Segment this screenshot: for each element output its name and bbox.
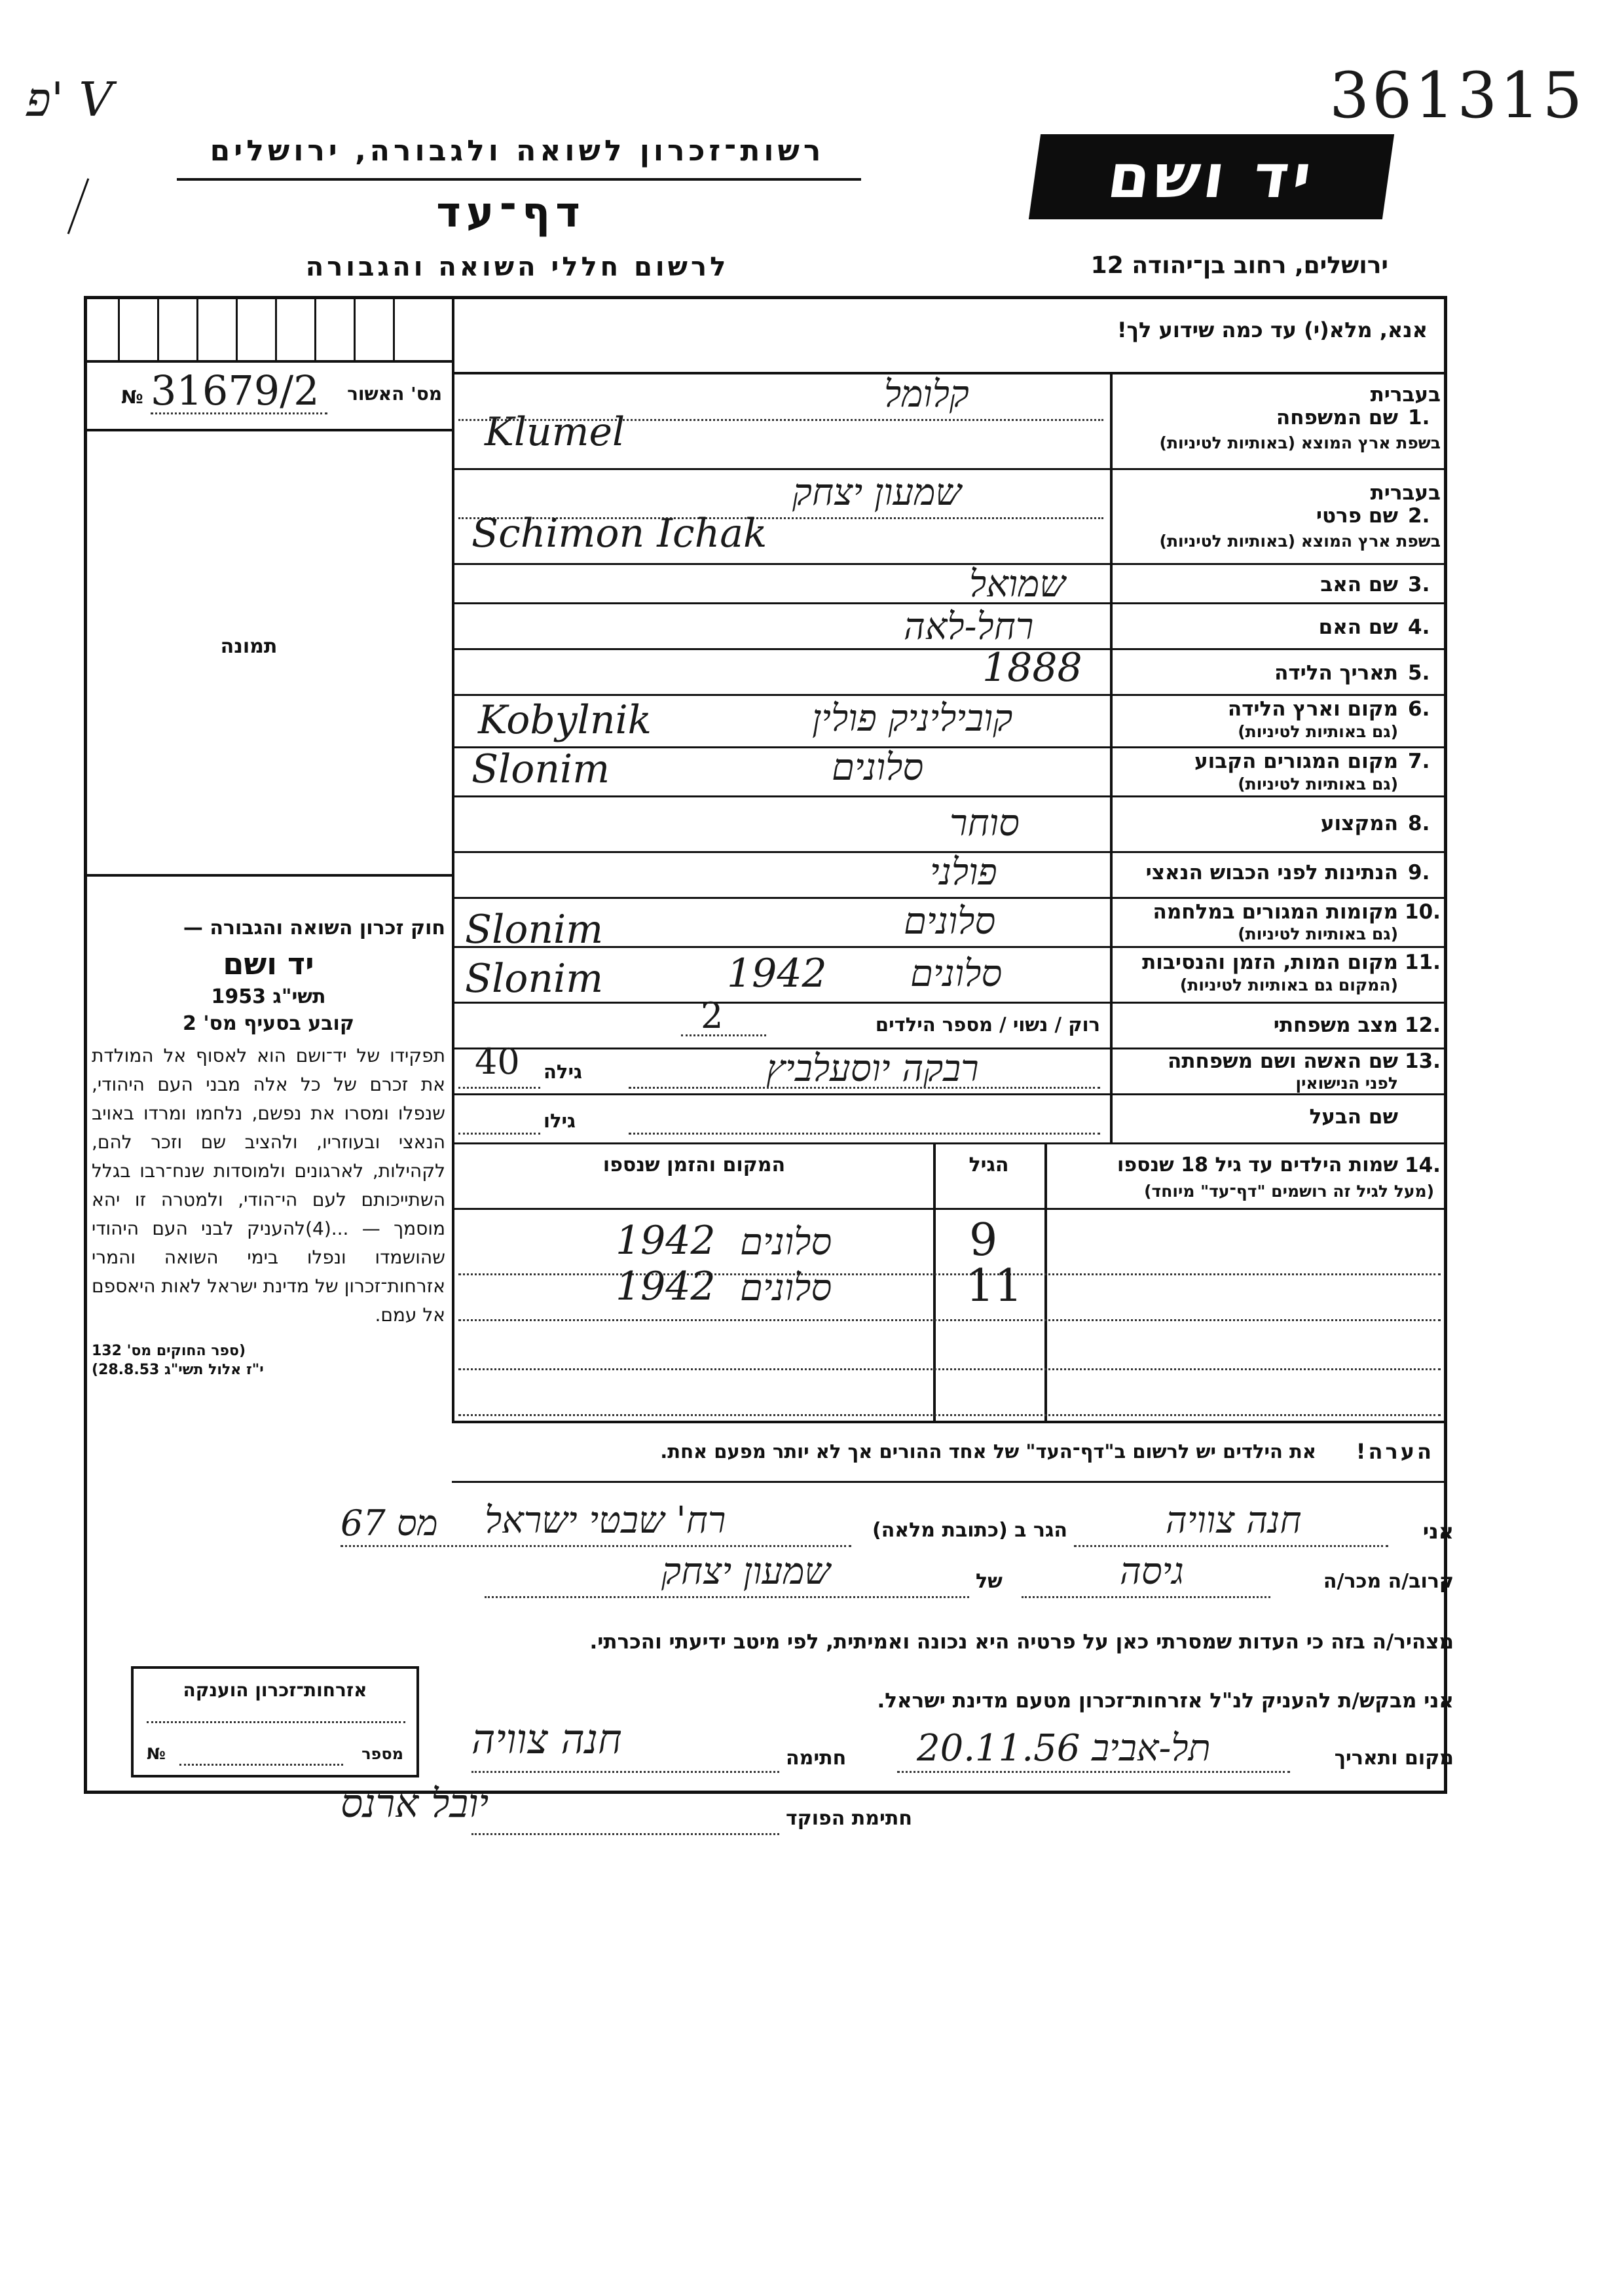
f8-value: סוחר (950, 802, 1020, 845)
f7-value: סלונים (832, 746, 924, 789)
f10-sub: (גם באותיות לטיניות) (1238, 924, 1398, 943)
f13-num: 13. (1405, 1049, 1441, 1073)
f11-value: סלונים (910, 953, 1003, 995)
f5-num: 5. (1408, 661, 1430, 685)
f2-lang: בעברית (1370, 481, 1441, 505)
f1-latin: Klumel (485, 409, 625, 455)
corner-stroke (67, 178, 90, 234)
law-block (92, 917, 445, 1378)
f13-wife: רבקה יוסעלביץ (766, 1048, 979, 1090)
f5-value: 1888 (982, 645, 1082, 691)
f6-value: קוביליניק פולין (812, 697, 1013, 740)
f11-sub: (המקום גם באותיות לטיניות) (1179, 975, 1398, 994)
child-1-year: 1942 (616, 1218, 716, 1264)
decl-of-name: שמעון יצחק (661, 1550, 831, 1593)
decl-officer-sig: יובל ארנס (341, 1781, 489, 1827)
archive-number: 361315 (1329, 59, 1585, 132)
decl-house: 67 מס (341, 1503, 438, 1544)
form-subtitle: לרשום חללי השואה והגבורה (305, 252, 729, 282)
f11-num: 11. (1405, 951, 1441, 974)
law-clause: קובע בסעיף מס' 2 (183, 1012, 354, 1035)
instruction: אנא, מלא(י) עד כמה שידוע לך! (1116, 318, 1428, 342)
f14-age-header: הגיל (969, 1154, 1009, 1176)
f13-age-label: גילה (544, 1061, 582, 1083)
note-text: את הילדים יש לרשום ב"דף־העד" של אחד ההורים אך לא יותר מפעם אחת. (660, 1440, 1316, 1463)
decl-of-label: של (976, 1570, 1003, 1593)
child-1-age: 9 (969, 1214, 998, 1266)
f14-label: שמות הילדים עד גיל 18 שנספו (1117, 1154, 1398, 1176)
f1-num: 1. (1408, 406, 1430, 429)
f7-sub: (גם באותיות לטיניות) (1238, 774, 1398, 793)
law-ref2: י"ז אלול תשי"ג 28.8.53) (92, 1362, 264, 1378)
f7-num: 7. (1408, 750, 1430, 773)
approval-no: № (121, 386, 143, 408)
child-1-place: סלונים (740, 1221, 832, 1264)
f2-label: שם פרטי (1316, 504, 1398, 528)
f7-label: מקום המגורים הקבוע (1194, 750, 1398, 773)
f7-latin: Slonim (471, 746, 610, 792)
authority-title: רשות־זכרון לשואה ולגבורה, ירושלים (210, 134, 825, 168)
photo-label: תמונה (220, 635, 278, 658)
logo-text: יד ושם (1103, 141, 1320, 211)
citizenship-no: № (147, 1745, 166, 1763)
decl-address: רח' שבטי ישראל (485, 1499, 726, 1542)
law-name: יד ושם (223, 946, 314, 981)
f1-sub: בשפת ארץ המוצא (באותיות לטיניות) (1159, 433, 1441, 452)
f2-latin: Schimon Ichak (471, 511, 767, 556)
f8-num: 8. (1408, 812, 1430, 835)
address: ירושלים, רחוב בן־יהודה 12 (1090, 252, 1388, 279)
f14-num: 14. (1405, 1154, 1441, 1177)
yad-vashem-logo (1029, 134, 1394, 219)
child-2-place: סלונים (740, 1267, 832, 1309)
decl-resides-label: הגר ב (כתובת מלאה) (872, 1519, 1067, 1542)
law-body: תפקידו של יד־ושם הוא לאסוף אל המולדת את זכרם של כל אלה מבני העם היהודי, שנפלו ומסרו את נפשם, נלחמו ומרדו באויב הנאצי ובעוזריו, ולהציב שם וזכר להם, לקהילות, לארגונים ולמוסדות שנח־רבו בגלל השתייכותם לעם הי־הודי, ולמטרה זו יהא מוסמך — ...(4)להעניק לבני העם היהודי שהושמדו ונפלו בימי השואה והמרי אזרחות־זכרון של מדינת ישראל לאות היאספם אל עמם. (92, 1045, 445, 1326)
form-title: דף־עד (436, 189, 585, 237)
decl-signature: חנה צוויה (471, 1715, 622, 1763)
f2-hebrew: שמעון יצחק (792, 471, 962, 514)
decl-statement: מצהיר/ה בזה כי העדות שמסרתי כאן על פרטיה היא נכונה ואמיתית, לפי מיטב ידיעתי והכרתי. (589, 1630, 1454, 1654)
note-label: הערה! (1356, 1439, 1434, 1464)
decl-name: חנה צוויה (1166, 1499, 1302, 1542)
citizenship-box (131, 1666, 419, 1777)
f12-label: מצב משפחתי (1273, 1013, 1398, 1037)
husband-label: שם הבעל (1309, 1105, 1398, 1129)
corner-note: פ' V (26, 72, 113, 127)
f4-label: שם האם (1318, 615, 1398, 639)
husband-age-label: גילו (544, 1110, 576, 1132)
f12-status: רוק / נשוי / מספר הילדים (875, 1013, 1100, 1036)
decl-ani: אני (1422, 1519, 1454, 1544)
decl-relation-label: קרוב/ה מכר/ה (1323, 1570, 1454, 1593)
f4-value: רחל-לאה (904, 606, 1034, 648)
f13-sub: לפני הנישואין (1295, 1074, 1398, 1093)
citizenship-title: אזרחות־זכרון הוענקה (183, 1679, 367, 1701)
f8-label: המקצוע (1320, 812, 1398, 835)
decl-place-date-label: מקום ותאריך (1334, 1747, 1454, 1770)
f6-num: 6. (1408, 697, 1430, 721)
approval-label: מס' האשור (347, 383, 442, 405)
decl-place-date: תל-אביב 20.11.56 (917, 1727, 1211, 1770)
f13-label: שם האשה ושם משפחתה (1168, 1049, 1398, 1073)
f12-children: 2 (701, 995, 724, 1036)
decl-relation: גיסה (1120, 1550, 1184, 1593)
f14-place-header: המקום והזמן שנספו (602, 1154, 786, 1176)
f2-sub: בשפת ארץ המוצא (באותיות לטיניות) (1159, 532, 1441, 551)
f10-value: סלונים (904, 900, 996, 943)
law-year: תשי"ג 1953 (211, 985, 326, 1008)
f6-latin: Kobylnik (478, 697, 652, 743)
f6-label: מקום וארץ הלידה (1227, 697, 1398, 721)
f12-num: 12. (1405, 1013, 1441, 1037)
f3-label: שם האב (1320, 573, 1398, 596)
decl-signature-label: חתימה (786, 1747, 847, 1770)
f13-age: 40 (475, 1041, 520, 1082)
f10-num: 10. (1405, 900, 1441, 924)
f10-latin: Slonim (465, 907, 604, 953)
decl-officer-label: חתימת הפוקד (786, 1807, 912, 1830)
approval-value: 31679/2 (151, 367, 320, 414)
f11-year: 1942 (727, 951, 827, 996)
f11-label: מקום המות, הזמן והנסיבות (1142, 951, 1398, 974)
f9-label: הנתינות לפני הכבוש הנאצי (1145, 861, 1398, 884)
f9-num: 9. (1408, 861, 1430, 884)
f14-sub: (מעל לגיל זה רושמים "דף־עד" מיוחד) (1144, 1182, 1434, 1201)
child-2-year: 1942 (616, 1264, 716, 1309)
f9-value: פולני (930, 851, 997, 894)
law-title: חוק זכרון השואה והגבורה — (183, 917, 445, 939)
child-2-age: 11 (966, 1260, 1023, 1312)
decl-request: אני מבקש/ת להעניק לנ"ל אזרחות־זכרון מטעם מדינת ישראל. (877, 1689, 1454, 1713)
f5-label: תאריך הלידה (1274, 661, 1398, 685)
f1-label: שם המשפחה (1276, 406, 1398, 429)
f4-num: 4. (1408, 615, 1430, 639)
f3-value: שמואל (969, 563, 1065, 606)
authority-underline (177, 178, 861, 181)
f1-lang: בעברית (1370, 383, 1441, 407)
citizenship-number-label: מספר (361, 1745, 403, 1763)
law-ref1: (ספר החוקים מס' 132 (92, 1343, 246, 1359)
f10-label: מקומות המגורים במלחמה (1153, 900, 1398, 924)
f3-num: 3. (1408, 573, 1430, 596)
f6-sub: (גם באותיות לטיניות) (1238, 722, 1398, 741)
f11-latin: Slonim (465, 956, 604, 1002)
f2-num: 2. (1408, 504, 1430, 528)
f1-hebrew: קלומל (884, 373, 969, 416)
